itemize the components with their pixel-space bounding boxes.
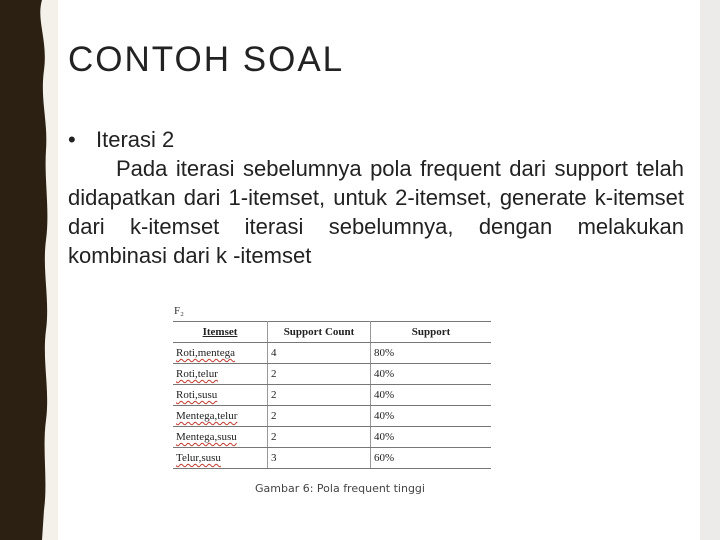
paragraph-text: Pada iterasi sebelumnya pola frequent dari support telah didapatkan dari 1-itemset, untuk 2-itemset, generate k-itemset dari k-itemset iterasi sebelumnya, dengan melakukan kombinasi dari k -itemset [68,156,684,268]
support-count-cell: 3 [268,448,371,469]
support-cell: 40% [371,385,492,406]
table-row [173,364,491,385]
itemset-cell: Roti,telur [173,364,268,385]
table-header-row [173,322,491,343]
header-itemset: Itemset [173,322,268,343]
bullet-text: Iterasi 2 [96,127,175,152]
header-support: Support [371,322,492,343]
support-count-cell: 2 [268,364,371,385]
support-count-cell: 4 [268,343,371,364]
frequent-pattern-figure [135,290,585,522]
itemset-cell: Roti,susu [173,385,268,406]
support-cell: 80% [371,343,492,364]
itemset-cell: Telur,susu [173,448,268,469]
support-table [173,321,491,469]
table-row [173,343,491,364]
table-row [173,427,491,448]
table-row [173,448,491,469]
itemset-cell: Roti,mentega [173,343,268,364]
figure-label: F₂ [174,305,184,317]
decorative-left-band [0,0,58,540]
support-count-cell: 2 [268,406,371,427]
support-cell: 40% [371,427,492,448]
support-cell: 60% [371,448,492,469]
table-row [173,385,491,406]
itemset-cell: Mentega,telur [173,406,268,427]
support-cell: 40% [371,364,492,385]
support-count-cell: 2 [268,385,371,406]
table-row [173,406,491,427]
figure-caption: Gambar 6: Pola frequent tinggi [255,482,425,495]
decorative-right-band [700,0,720,540]
support-cell: 40% [371,406,492,427]
support-count-cell: 2 [268,427,371,448]
itemset-cell: Mentega,susu [173,427,268,448]
bullet-symbol: • [68,127,76,152]
header-support-count: Support Count [268,322,371,343]
slide-title: CONTOH SOAL [68,40,345,79]
slide-body [68,125,684,270]
bullet-line [68,125,684,154]
wave-decoration-icon [0,0,58,540]
